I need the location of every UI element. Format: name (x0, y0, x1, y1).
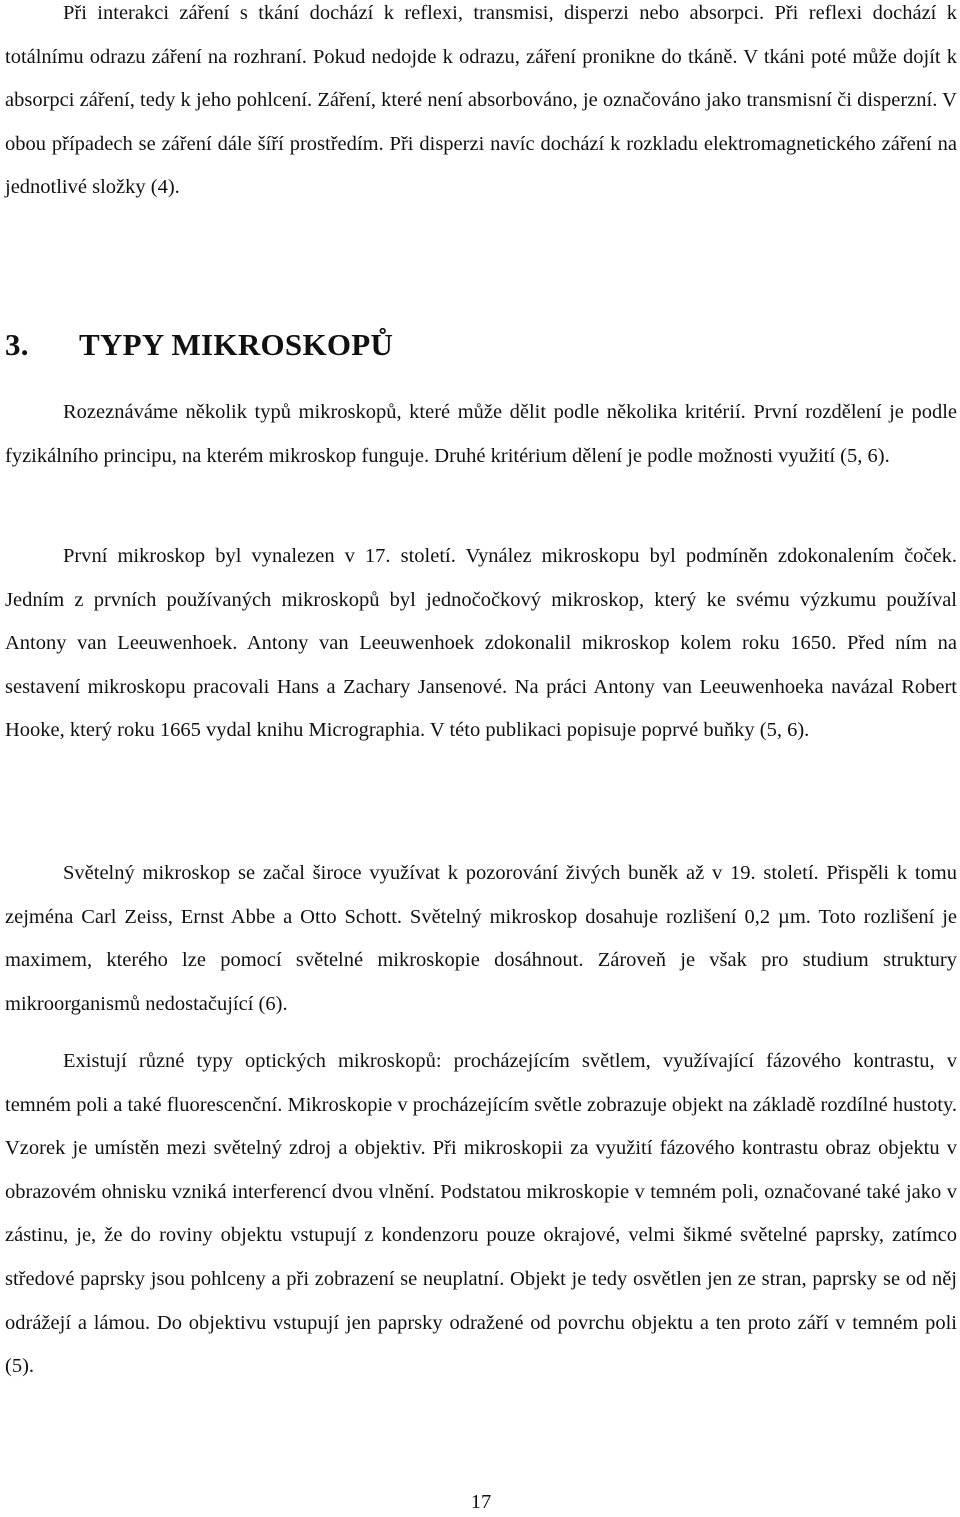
paragraph-light-microscope: Světelný mikroskop se začal široce využívat k pozorování živých buněk až v 19. století. Přispěli k tomu zejména Carl Zeiss, Ernst Abbe a Otto Schott. Světelný mikroskop dosahuje rozlišení 0,2 µm. Toto rozlišení je maximem, kterého lze pomocí světelné mikroskopie dosáhnout. Zároveň je však pro studium struktury mikroorganismů nedostačující (6). (5, 862, 957, 1015)
paragraph-types: Rozeznáváme několik typů mikroskopů, které může dělit podle několika kritérií. První rozdělení je podle fyzikálního principu, na kterém mikroskop funguje. Druhé kritérium dělení je podle možnosti využití (5, 6). (5, 401, 957, 467)
paragraph-history: První mikroskop byl vynalezen v 17. století. Vynález mikroskopu byl podmíněn zdokonalením čoček. Jedním z prvních používaných mikroskopů byl jednočočkový mikroskop, který ke svému výzkumu používal Antony van Leeuwenhoek. Antony van Leeuwenhoek zdokonalil mikroskop kolem roku 1650. Před ním na sestavení mikroskopu pracovali Hans a Zachary Jansenové. Na práci Antony van Leeuwenhoeka navázal Robert Hooke, který roku 1665 vydal knihu Micrographia. V této publikaci popisuje poprvé buňky (5, 6). (5, 545, 957, 742)
page-number: 17 (470, 1491, 492, 1513)
section-title: TYPY MIKROSKOPŮ (79, 327, 394, 362)
section-number: 3. (5, 327, 29, 362)
section-heading (5, 320, 957, 370)
paragraph-optical-types: Existují různé typy optických mikroskopů: procházejícím světlem, využívající fázového kontrastu, v temném poli a také fluorescenční. Mikroskopie v procházejícím světle zobrazuje objekt na základě rozdílné hustoty. Vzorek je umístěn mezi světelný zdroj a objektiv. Při mikroskopii za využití fázového kontrastu obraz objektu v obrazovém ohnisku vzniká interferencí dvou vlnění. Podstatou mikroskopie v temném poli, označované také jako v zástinu, je, že do roviny objektu vstupují z kondenzoru pouze okrajové, velmi šikmé světelné paprsky, zatímco středové paprsky jsou pohlceny a při zobrazení se neuplatní. Objekt je tedy osvětlen jen ze stran, paprsky se od něj odrážejí a lámou. Do objektivu vstupují jen paprsky odražené od povrchu objektu a ten proto září v temném poli (5). (5, 1050, 957, 1378)
paragraph-interaction: Při interakci záření s tkání dochází k reflexi, transmisi, disperzi nebo absorpci. Při reflexi dochází k totálnímu odrazu záření na rozhraní. Pokud nedojde k odrazu, záření pronikne do tkáně. V tkáni poté může dojít k absorpci záření, tedy k jeho pohlcení. Záření, které není absorbováno, je označováno jako transmisní či disperzní. V obou případech se záření dále šíří prostředím. Při disperzi navíc dochází k rozkladu elektromagnetického záření na jednotlivé složky (4). (5, 2, 957, 199)
document-page (5, 0, 957, 1515)
